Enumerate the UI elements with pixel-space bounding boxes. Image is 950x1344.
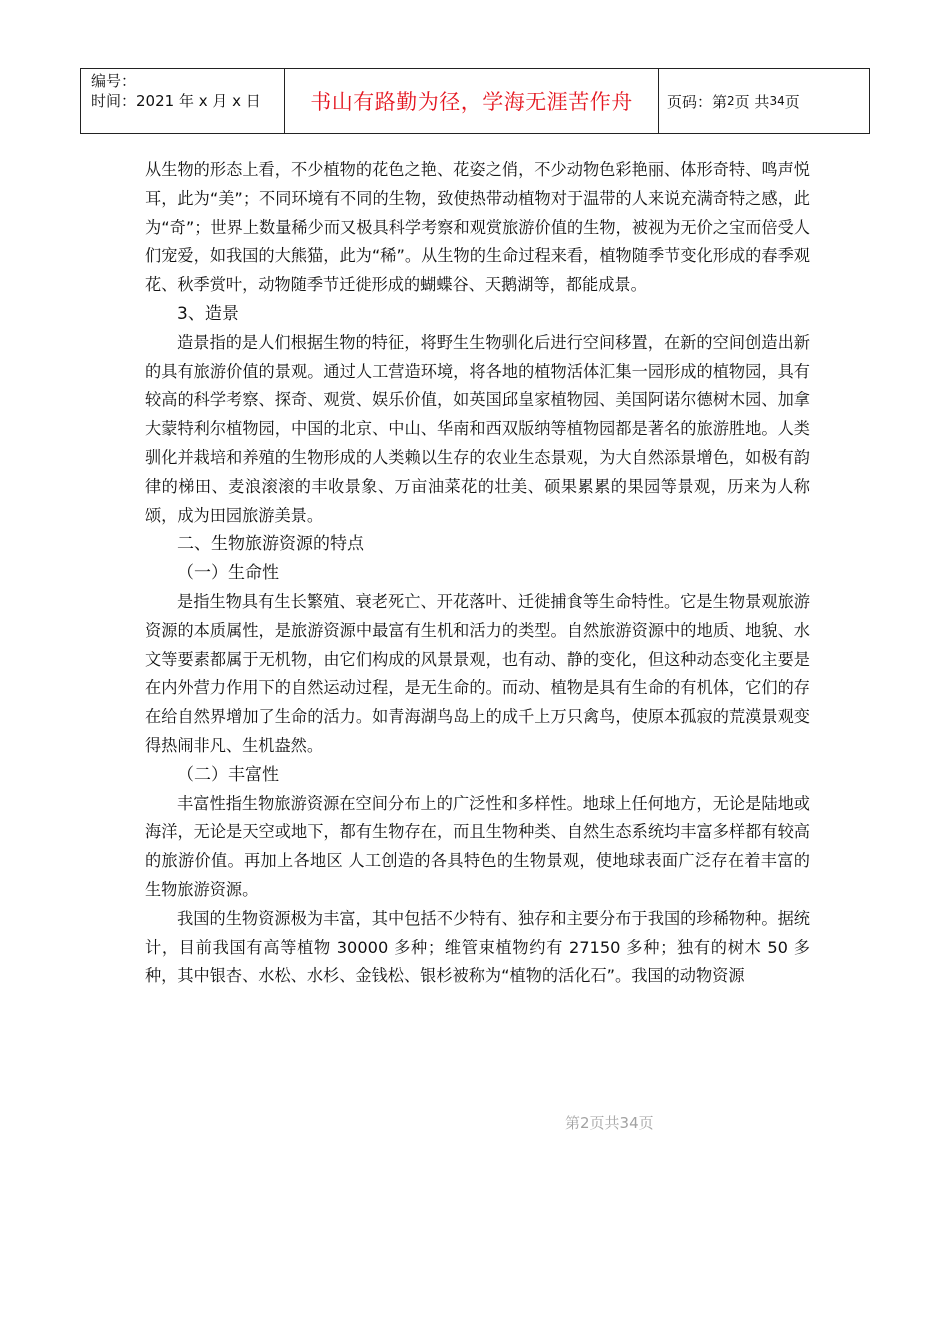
header-meta-cell bbox=[81, 69, 285, 133]
paragraph-vitality: 是指生物具有生长繁殖、衰老死亡、开花落叶、迁徙捕食等生命特性。它是生物景观旅游资源的本质属性，是旅游资源中最富有生机和活力的类型。自然旅游资源中的地质、地貌、水文等要素都属于无机物，由它们构成的风景景观，也有动、静的变化，但这种动态变化主要是在内外营力作用下的自然运动过程，是无生命的。而动、植物是具有生命的有机体，它们的存在给自然界增加了生命的活力。如青海湖鸟岛上的成千上万只禽鸟，使原本孤寂的荒漠景观变得热闹非凡、生机盎然。 bbox=[145, 591, 810, 755]
date-label: 时间：2021 年 x 月 x 日 bbox=[91, 92, 261, 110]
document-body bbox=[145, 156, 810, 991]
paragraph-beauty-rarity: 从生物的形态上看，不少植物的花色之艳、花姿之俏，不少动物色彩艳丽、体形奇特、鸣声悦耳，此为“美”；不同环境有不同的生物，致使热带动植物对于温带的人来说充满奇特之感，此为“奇”；世界上数量稀少而又极具科学考察和观赏旅游价值的生物，被视为无价之宝而倍受人们宠爱，如我国的大熊猫，此为“稀”。从生物的生命过程来看，植物随季节变化形成的春季观花、秋季赏叶，动物随季节迁徙形成的蝴蝶谷、天鹅湖等，都能成景。 bbox=[145, 160, 810, 295]
heading-section-two: 二、生物旅游资源的特点 bbox=[177, 534, 364, 555]
page-current: 2 bbox=[727, 94, 735, 108]
heading-vitality: （一）生命性 bbox=[177, 563, 279, 584]
motto-text: 书山有路勤为径，学海无涯苦作舟 bbox=[310, 90, 633, 114]
heading-richness: （二）丰富性 bbox=[177, 764, 279, 785]
document-header bbox=[80, 68, 870, 134]
serial-label: 编号： bbox=[91, 72, 137, 90]
page-mid: 页 共 bbox=[734, 92, 770, 111]
motto-cell bbox=[285, 69, 659, 133]
page-watermark: 第2页共34页 bbox=[565, 1114, 654, 1132]
page-suffix: 页 bbox=[784, 92, 800, 111]
paragraph-landscaping: 造景指的是人们根据生物的特征，将野生生物驯化后进行空间移置，在新的空间创造出新的具有旅游价值的景观。通过人工营造环境，将各地的植物活体汇集一园形成的植物园，具有较高的科学考察、探奇、观赏、娱乐价值，如英国邱皇家植物园、美国阿诺尔德树木园、加拿大蒙特利尔植物园，中国的北京、中山、华南和西双版纳等植物园都是著名的旅游胜地。人类驯化并栽培和养殖的生物形成的人类赖以生存的农业生态景观，为大自然添景增色，如极有韵律的梯田、麦浪滚滚的丰收景象、万亩油菜花的壮美、硕果累累的果园等景观，历来为人称颂，成为田园旅游美景。 bbox=[145, 332, 810, 525]
page-prefix: 页码：第 bbox=[667, 92, 728, 111]
heading-landscaping: 3、造景 bbox=[177, 303, 239, 324]
paragraph-richness: 丰富性指生物旅游资源在空间分布上的广泛性和多样性。地球上任何地方，无论是陆地或海洋，无论是天空或地下，都有生物存在，而且生物种类、自然生态系统均丰富多样都有较高的旅游价值。再加上各地区 人工创造的各具特色的生物景观，使地球表面广泛存在着丰富的生物旅游资源。 bbox=[145, 793, 810, 899]
page-total: 34 bbox=[769, 94, 785, 108]
paragraph-china-resources: 我国的生物资源极为丰富，其中包括不少特有、独存和主要分布于我国的珍稀物种。据统计，目前我国有高等植物 30000 多种；维管束植物约有 27150 多种；独有的树木 50 多种，其中银杏、水松、水杉、金钱松、银杉被称为“植物的活化石”。我国的动物资源 bbox=[145, 908, 810, 986]
page-number-cell bbox=[659, 69, 869, 133]
